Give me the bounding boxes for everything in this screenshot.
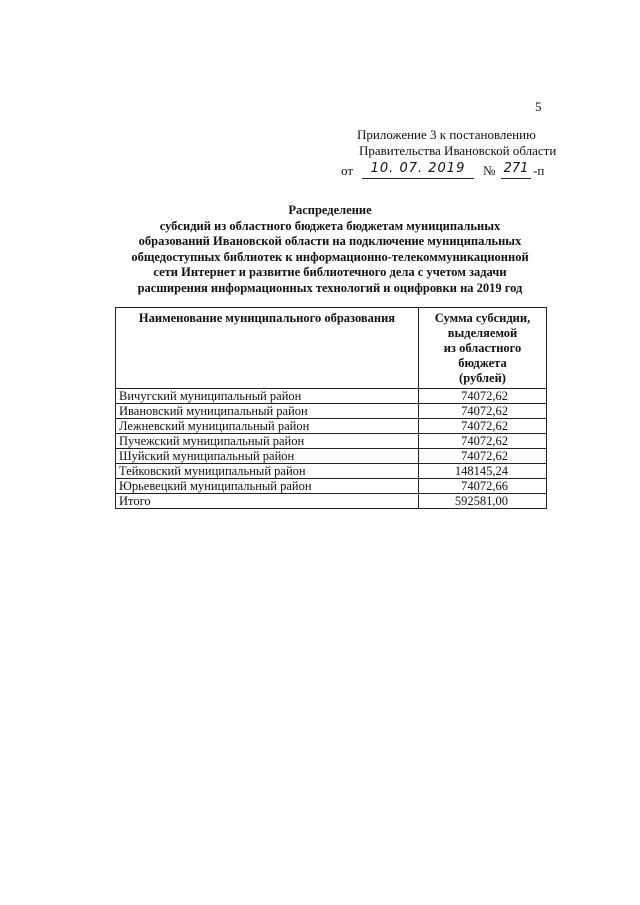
table-row <box>116 434 547 449</box>
number-suffix: -п <box>533 163 545 178</box>
municipality-name: Шуйский муниципальный район <box>116 449 419 464</box>
table-total-row <box>116 494 547 509</box>
header-sum-line: Сумма субсидии, <box>434 311 531 325</box>
date-label: от <box>341 163 354 178</box>
title-line-6: расширения информационных технологий и оцифровки на 2019 год <box>137 280 523 295</box>
total-amount: 592581,00 <box>419 494 547 509</box>
table-row <box>116 389 547 404</box>
table-header-row <box>116 308 547 389</box>
appendix-line-1: Приложение 3 к постановлению <box>357 127 536 142</box>
subsidy-amount: 74072,62 <box>419 434 547 449</box>
appendix-date-number-line <box>335 161 550 179</box>
subsidy-amount: 74072,66 <box>419 479 547 494</box>
table-row <box>116 464 547 479</box>
total-label: Итого <box>116 494 419 509</box>
handwritten-date: 10. 07. 2019 <box>362 161 474 179</box>
table-row <box>116 404 547 419</box>
subsidies-table <box>115 307 547 509</box>
municipality-name: Вичугский муниципальный район <box>116 389 419 404</box>
subsidy-amount: 74072,62 <box>419 404 547 419</box>
subsidy-amount: 74072,62 <box>419 449 547 464</box>
municipality-name: Пучежский муниципальный район <box>116 434 419 449</box>
title-line-4: общедоступных библиотек к информационно-телекоммуникационной <box>131 249 529 264</box>
appendix-header <box>335 127 557 179</box>
subsidy-amount: 74072,62 <box>419 419 547 434</box>
subsidy-amount: 148145,24 <box>419 464 547 479</box>
municipality-name: Ивановский муниципальный район <box>116 404 419 419</box>
table-row <box>116 449 547 464</box>
title-line-3: образований Ивановской области на подключение муниципальных <box>138 234 522 248</box>
title-line-1: Распределение <box>288 203 372 217</box>
table-row <box>116 479 547 494</box>
header-sum-line: бюджета <box>458 356 507 370</box>
handwritten-number: 271 <box>501 161 531 179</box>
header-sum-line: выделяемой <box>447 326 518 340</box>
header-subsidy-amount <box>419 308 547 389</box>
title-line-5: сети Интернет и развитие библиотечного дела с учетом задачи <box>153 265 507 279</box>
subsidy-amount: 74072,62 <box>419 389 547 404</box>
municipality-name: Юрьевецкий муниципальный район <box>116 479 419 494</box>
header-municipality: Наименование муниципального образования <box>116 308 419 389</box>
header-sum-line: из областного <box>443 341 522 355</box>
municipality-name: Тейковский муниципальный район <box>116 464 419 479</box>
title-line-2: субсидий из областного бюджета бюджетам муниципальных <box>159 218 501 233</box>
number-label: № <box>483 163 496 178</box>
table-row <box>116 419 547 434</box>
municipality-name: Лежневский муниципальный район <box>116 419 419 434</box>
document-title <box>100 203 560 296</box>
header-sum-line: (рублей) <box>459 371 506 385</box>
appendix-line-2: Правительства Ивановской области <box>359 143 557 158</box>
page-number: 5 <box>535 99 542 114</box>
